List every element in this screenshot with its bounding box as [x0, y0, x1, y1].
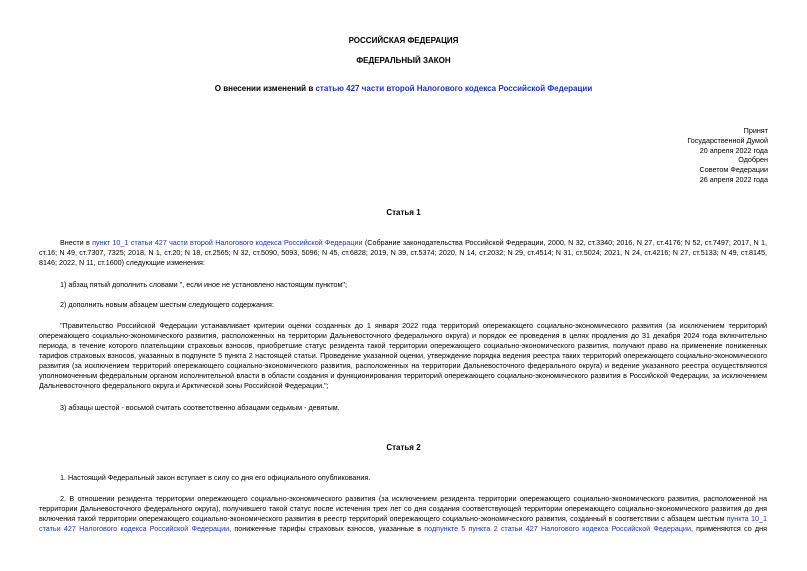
intro-rest: (Собрание законодательства Российской Федерации, 2000, N 32, ст.3340; 2016, N 27, ст.4176; N 52, ст.7497; 2017, N 1, ст.16; N 49, ст.7307, 7325; 2018, N 1, ст.20; N 18, ст.2565; N 32, ст.5090, 5093, 5096; N 45, ст.6828; 2019, N 39, ст.5374; 2020, N 14, ст.2032; N 29, ст.4514; N 31, ст.5024; 2021, N 24, ст.4216; N 27, ст.5133; N 49, ст.8145, 8146; 2022, N 11, ст.1600) следующие изменения:	[39, 238, 767, 267]
adoption-line: Государственной Думой	[687, 135, 768, 145]
adoption-line: 26 апреля 2022 года	[699, 174, 768, 184]
article-1-item-1: 1) абзац пятый дополнить словами ", если иное не установлено настоящим пунктом";	[60, 280, 347, 289]
para-2-link-1[interactable]: пункта 10_1 статьи 427 Налогового кодекса Российской Федерации	[39, 514, 767, 533]
adoption-line: 20 апреля 2022 года	[699, 145, 768, 155]
article-1-quote: "Правительство Российской Федерации устанавливает критерии оценки созданных до 1 января 2022 года территорий опережающего социально-экономического развития (за исключением территорий опережающего социально-экономического развития, расположенных на территории Дальневосточного федерального округа) и порядок ее проведения в целях продления до 31 декабря 2024 года включительно периода, в течение которого плательщики страховых взносов, приобретшие статус резидента такой территории опережающего социально-экономического развития, получают право на применение пониженных тарифов страховых взносов, указанных в подпункте 5 пункта 2 настоящей статьи. Проведение указанной оценки, утверждение порядка ведения реестра таких территорий опережающего социально-экономического развития (за исключением территорий опережающего социально-экономического развития, расположенных на территории Дальневосточного федерального округа) и ведение указанного реестра осуществляются уполномоченным федеральным органом исполнительной власти в области создания и функционирования территорий опережающего социально-экономического развития в Российской Федерации, за исключением Дальневосточного федерального округа и Арктической зоны Российской Федерации.";	[39, 321, 767, 390]
para-2-link-2[interactable]: подпункте 5 пункта 2 статьи 427 Налогового кодекса Российской Федерации	[424, 524, 691, 533]
adoption-line: Одобрен	[738, 155, 768, 165]
article-2-para-1: 1. Настоящий Федеральный закон вступает в силу со дня его официального опубликования.	[60, 473, 371, 482]
intro-prefix: Внести в	[60, 238, 93, 247]
para-2-part-3: , применяются со дня	[690, 524, 767, 533]
adoption-line: Принят	[743, 126, 768, 135]
article-1-item-3: 3) абзацы шестой - восьмой считать соответственно абзацами седьмым - девятым.	[60, 403, 340, 412]
law-title-prefix: О внесении изменений в	[214, 84, 316, 93]
article-1-heading: Статья 1	[386, 208, 421, 217]
article-2-heading: Статья 2	[386, 443, 421, 452]
article-1-intro	[39, 238, 767, 268]
para-2-part-1: 2. В отношении резидента территории опережающего социально-экономического развития (за исключением резидента территории опережающего социально-экономического развития, расположенной на территории Дальневосточного федерального округа), получившего такой статус после истечения трех лет со дня создания соответствующей территории опережающего социально-экономического развития до дня включения такой территории опережающего социально-экономического развития в реестр территорий опережающего социально-экономического развития, созданный в соответствии с абзацем шестым	[39, 494, 767, 523]
para-2-part-2: , пониженные тарифы страховых взносов, указанные в	[229, 524, 425, 533]
intro-link[interactable]: пункт 10_1 статьи 427 части второй Налогового кодекса Российской Федерации	[92, 238, 363, 247]
adoption-block	[687, 126, 768, 185]
article-1-item-2: 2) дополнить новым абзацем шестым следующего содержания:	[60, 300, 274, 309]
law-title-link[interactable]: статью 427 части второй Налогового кодекса Российской Федерации	[315, 84, 593, 93]
law-title	[0, 84, 807, 94]
adoption-line: Советом Федерации	[699, 165, 768, 175]
article-2-para-2	[39, 494, 767, 534]
law-type-heading: ФЕДЕРАЛЬНЫЙ ЗАКОН	[356, 56, 451, 65]
federation-heading: РОССИЙСКАЯ ФЕДЕРАЦИЯ	[348, 36, 459, 45]
